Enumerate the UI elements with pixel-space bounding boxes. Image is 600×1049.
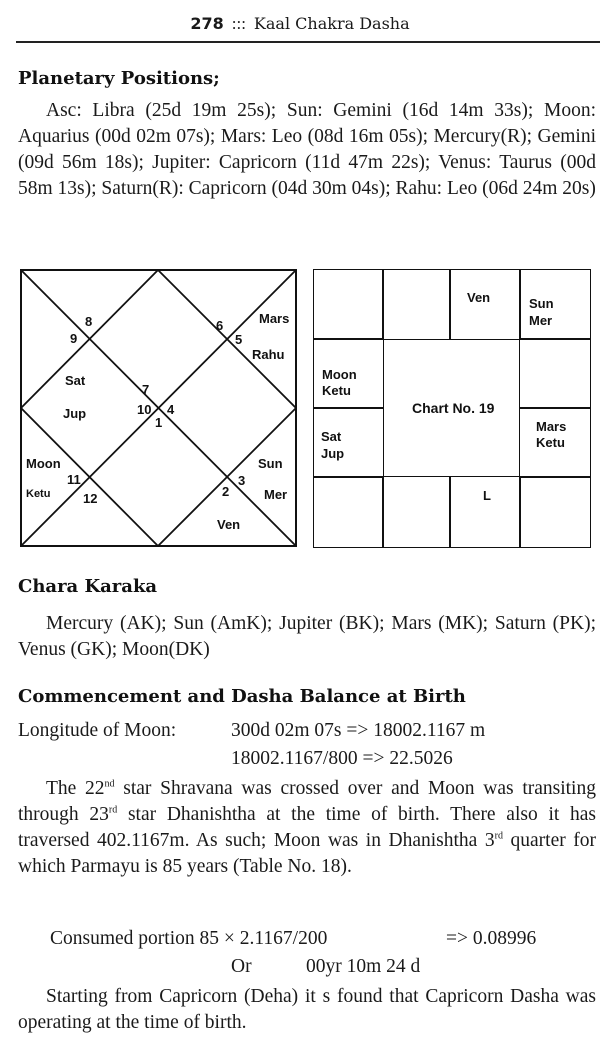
house-number-6: 6 bbox=[216, 318, 224, 333]
dhanishtha-paragraph bbox=[18, 776, 596, 880]
chara-karaka-heading: Chara Karaka bbox=[18, 576, 158, 597]
house-number-5: 5 bbox=[235, 332, 243, 347]
cell-capricorn-jup: Jup bbox=[321, 446, 345, 461]
sign-cell-taurus bbox=[449, 269, 521, 340]
chara-karaka-text bbox=[18, 611, 596, 663]
chart-center bbox=[382, 338, 521, 478]
longitude-value: 300d 02m 07s => 18002.1167 m bbox=[231, 720, 486, 741]
house-number-11: 11 bbox=[67, 472, 81, 487]
consumed-value: => 0.08996 bbox=[446, 928, 537, 949]
sign-cell-aries bbox=[382, 269, 451, 340]
cell-aquarius-moon: Moon bbox=[322, 367, 357, 382]
planet-jup: Jup bbox=[63, 406, 87, 421]
or-value: 00yr 10m 24 d bbox=[306, 956, 421, 977]
commencement-heading: Commencement and Dasha Balance at Birth bbox=[18, 686, 466, 707]
north-indian-chart bbox=[20, 269, 297, 547]
sign-cell-virgo bbox=[519, 476, 591, 548]
sign-cell-gemini bbox=[519, 269, 591, 340]
chara-karaka-paragraph: Mercury (AK); Sun (AmK); Jupiter (BK); Mars (MK); Saturn (PK); Venus (GK); Moon(DK) bbox=[18, 613, 596, 660]
sign-cell-sagittarius bbox=[313, 476, 384, 548]
sign-cell-cancer bbox=[519, 338, 591, 409]
header-separator: ::: bbox=[231, 14, 246, 33]
house-number-12: 12 bbox=[83, 491, 98, 506]
cell-gemini-sun: Sun bbox=[529, 296, 554, 311]
cell-leo-ketu: Ketu bbox=[536, 435, 565, 450]
sign-cell-aquarius bbox=[313, 338, 384, 409]
capricorn-dasha-text: Starting from Capricorn (Deha) it s found that Capricorn Dasha was operating at the time of birth. bbox=[18, 986, 596, 1033]
house-number-3: 3 bbox=[238, 473, 246, 488]
division-value: 18002.1167/800 => 22.5026 bbox=[231, 748, 453, 769]
cell-aquarius-ketu: Ketu bbox=[322, 383, 351, 398]
planetary-positions-paragraph: Asc: Libra (25d 19m 25s); Sun: Gemini (16d 14m 33s); Moon: Aquarius (00d 02m 07s); Mars: Leo (08d 16m 05s); Mercury(R); Gemini (09d 56m 18s); Jupiter: Capricorn (11d 47m 22s); Venus: Taurus (00d 58m 13s); Saturn(R): Capricorn (04d 30m 04s); Rahu: Leo (06d 24m 20s) bbox=[18, 100, 596, 199]
header-rule bbox=[16, 41, 600, 43]
south-indian-chart bbox=[313, 269, 591, 548]
planet-mars: Mars bbox=[259, 311, 290, 326]
sign-cell-leo bbox=[519, 407, 591, 478]
planet-sun: Sun bbox=[258, 456, 283, 471]
chart-title: Chart No. 19 bbox=[412, 400, 495, 416]
longitude-line bbox=[18, 720, 176, 742]
north-chart-lines bbox=[20, 269, 297, 547]
planet-rahu: Rahu bbox=[252, 347, 285, 362]
planet-ketu: Ketu bbox=[26, 488, 51, 500]
dhanishtha-text: The 22nd star Shravana was crossed over and Moon was transiting through 23rd star Dhanishtha at the time of birth. There also it has traversed 402.1167m. As such; Moon was in Dhanishtha 3rd quarter for which Parmayu is 85 years (Table No. 18). bbox=[18, 778, 596, 877]
sign-cell-pisces bbox=[313, 269, 384, 340]
cell-taurus-ven: Ven bbox=[467, 290, 491, 305]
longitude-label: Longitude of Moon: bbox=[18, 720, 177, 741]
planet-moon: Moon bbox=[26, 456, 61, 471]
planet-sat: Sat bbox=[65, 373, 86, 388]
capricorn-dasha-paragraph bbox=[18, 984, 596, 1036]
house-number-9: 9 bbox=[70, 331, 78, 346]
cell-libra-lagna: L bbox=[483, 488, 491, 503]
page-number: 278 bbox=[190, 14, 224, 33]
planet-mer: Mer bbox=[264, 487, 288, 502]
house-number-4: 4 bbox=[167, 402, 175, 417]
planetary-positions-text bbox=[18, 98, 596, 202]
cell-leo-mars: Mars bbox=[536, 419, 567, 434]
sign-cell-libra bbox=[449, 476, 521, 548]
cell-gemini-mer: Mer bbox=[529, 313, 553, 328]
planet-ven: Ven bbox=[217, 517, 241, 532]
house-number-8: 8 bbox=[85, 314, 93, 329]
cell-capricorn-sat: Sat bbox=[321, 429, 342, 444]
house-number-1: 1 bbox=[155, 415, 163, 430]
or-label: Or bbox=[231, 956, 252, 977]
house-number-10: 10 bbox=[137, 402, 152, 417]
planetary-positions-heading: Planetary Positions; bbox=[18, 68, 220, 89]
page-header bbox=[0, 14, 600, 34]
sign-cell-capricorn bbox=[313, 407, 384, 478]
consumed-label: Consumed portion 85 × 2.1167/200 bbox=[50, 928, 328, 949]
house-number-2: 2 bbox=[222, 484, 230, 499]
sign-cell-scorpio bbox=[382, 476, 451, 548]
book-title: Kaal Chakra Dasha bbox=[253, 14, 410, 33]
house-number-7: 7 bbox=[142, 382, 150, 397]
